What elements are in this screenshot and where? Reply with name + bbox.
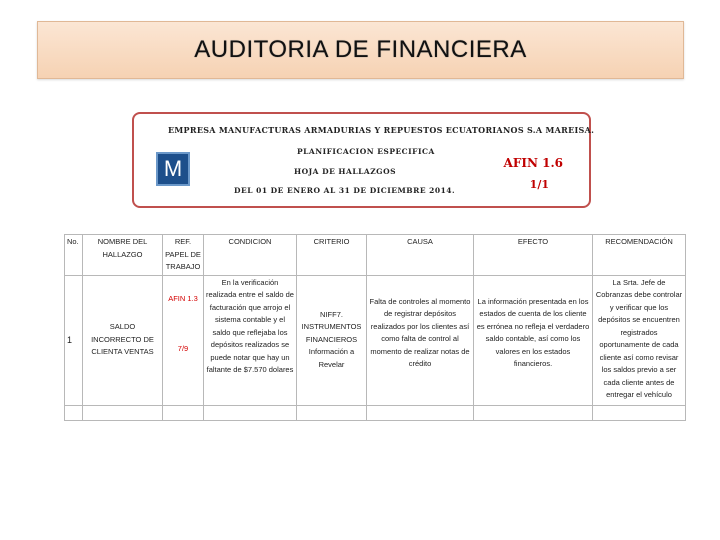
table-row bbox=[65, 275, 686, 405]
cell-causa: Falta de controles al momento de registrar depósitos realizados por los clientes así como falta de control al momento de realizar notas de crédito bbox=[367, 275, 474, 405]
table-header-row bbox=[65, 235, 686, 276]
col-ref: REF. PAPEL DE TRABAJO bbox=[163, 235, 204, 276]
findings-table bbox=[64, 234, 686, 421]
ref-paper-1: AFIN 1.3 bbox=[168, 293, 198, 303]
company-logo bbox=[156, 152, 190, 186]
col-criterio: CRITERIO bbox=[297, 235, 367, 276]
cell-no: 1 bbox=[65, 275, 83, 405]
col-causa: CAUSA bbox=[367, 235, 474, 276]
company-name: EMPRESA MANUFACTURAS ARMADURIAS Y REPUESTOS ECUATORIANOS S.A MAREISA. bbox=[168, 125, 595, 135]
cell-hallazgo: SALDO INCORRECTO DE CLIENTA VENTAS bbox=[83, 275, 163, 405]
cell-criterio: NIFF7. INSTRUMENTOS FINANCIEROS Información a Revelar bbox=[297, 275, 367, 405]
col-condicion: CONDICION bbox=[204, 235, 297, 276]
cell-efecto: La información presentada en los estados de cuenta de los cliente es errónea no refleja el verdadero saldo contable, así como los valores en los estados financieros. bbox=[474, 275, 593, 405]
planning-label: PLANIFICACION ESPECIFICA bbox=[297, 147, 435, 156]
cell-recomendacion: La Srta. Jefe de Cobranzas debe controlar y verificar que los depósitos se encuentren registrados oportunamente de cada cliente así como revisar los saldos previo a ser cada cliente antes de entregar el vehículo bbox=[593, 275, 686, 405]
cell-condicion: En la verificación realizada entre el saldo de facturación que arrojo el sistema contable y el saldo que reflejaba los depósitos realizados se puede notar que hay un faltante de $7.570 dolares bbox=[204, 275, 297, 405]
table-row-empty bbox=[65, 405, 686, 420]
logo-letter: M bbox=[163, 156, 183, 181]
reference-code: AFIN 1.6 bbox=[503, 156, 563, 170]
col-efecto: EFECTO bbox=[474, 235, 593, 276]
page-number: 1/1 bbox=[529, 178, 549, 191]
sheet-label: HOJA DE HALLAZGOS bbox=[294, 167, 397, 176]
col-no: No. bbox=[65, 235, 83, 276]
slide-title: AUDITORIA DE FINANCIERA bbox=[194, 36, 527, 63]
document-header bbox=[132, 112, 595, 208]
period-label: DEL 01 DE ENERO AL 31 DE DICIEMBRE 2014. bbox=[234, 186, 456, 195]
col-recomendacion: RECOMENDACIÓN bbox=[593, 235, 686, 276]
col-hallazgo: NOMBRE DEL HALLAZGO bbox=[83, 235, 163, 276]
slide-title-bar bbox=[37, 21, 684, 79]
cell-ref bbox=[163, 275, 204, 405]
ref-paper-2: 7/9 bbox=[177, 344, 189, 353]
